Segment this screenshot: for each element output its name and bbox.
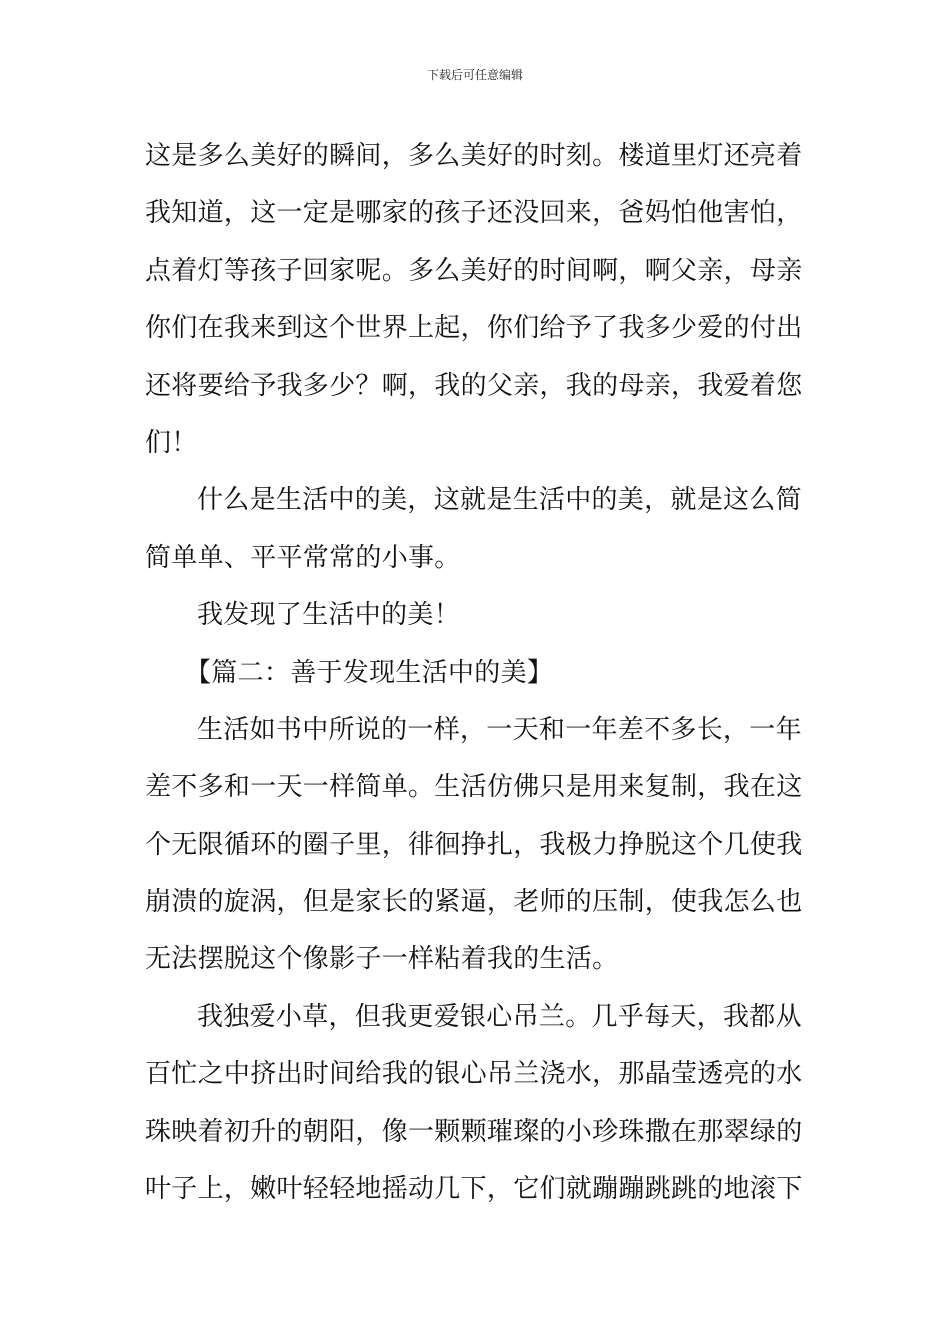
text-line: 我知道，这一定是哪家的孩子还没回来，爸妈怕他害怕，: [145, 198, 803, 229]
text-line: 珠映着初升的朝阳，像一颗颗璀璨的小珍珠撒在那翠绿的: [145, 1116, 803, 1147]
paragraph-start-line: 我独爱小草，但我更爱银心吊兰。几乎每天，我都从: [197, 1001, 802, 1032]
paragraph-start-line: 生活如书中所说的一样，一天和一年差不多长，一年: [197, 714, 802, 745]
paragraph-start-line: 我发现了生活中的美！: [197, 600, 461, 631]
paragraph-start-line: 什么是生活中的美，这就是生活中的美，就是这么简: [197, 485, 802, 516]
text-line: 们！: [145, 427, 198, 458]
text-line: 你们在我来到这个世界上起，你们给予了我多少爱的付出: [145, 313, 803, 344]
text-line: 百忙之中挤出时间给我的银心吊兰浇水，那晶莹透亮的水: [145, 1059, 803, 1090]
text-line: 差不多和一天一样简单。生活仿佛只是用来复制，我在这: [145, 772, 803, 803]
text-line: 无法摆脱这个像影子一样粘着我的生活。: [145, 944, 619, 975]
page-header: 下载后可任意编辑: [426, 68, 523, 82]
text-line: 叶子上，嫩叶轻轻地摇动几下，它们就蹦蹦跳跳的地滚下: [145, 1174, 803, 1205]
document-body: [145, 128, 811, 1218]
text-line: 个无限循环的圈子里，徘徊挣扎，我极力挣脱这个几使我: [145, 829, 803, 860]
text-line: 这是多么美好的瞬间，多么美好的时刻。楼道里灯还亮着: [145, 141, 803, 171]
text-line: 崩溃的旋涡，但是家长的紧逼，老师的压制，使我怎么也: [145, 887, 803, 918]
text-line: 简单单、平平常常的小事。: [145, 542, 461, 573]
section-heading: 【篇二：善于发现生活中的美】: [185, 657, 554, 688]
text-line: 点着灯等孩子回家呢。多么美好的时间啊，啊父亲，母亲: [145, 255, 803, 286]
text-line: 还将要给予我多少？啊，我的父亲，我的母亲，我爱着您: [145, 370, 803, 401]
